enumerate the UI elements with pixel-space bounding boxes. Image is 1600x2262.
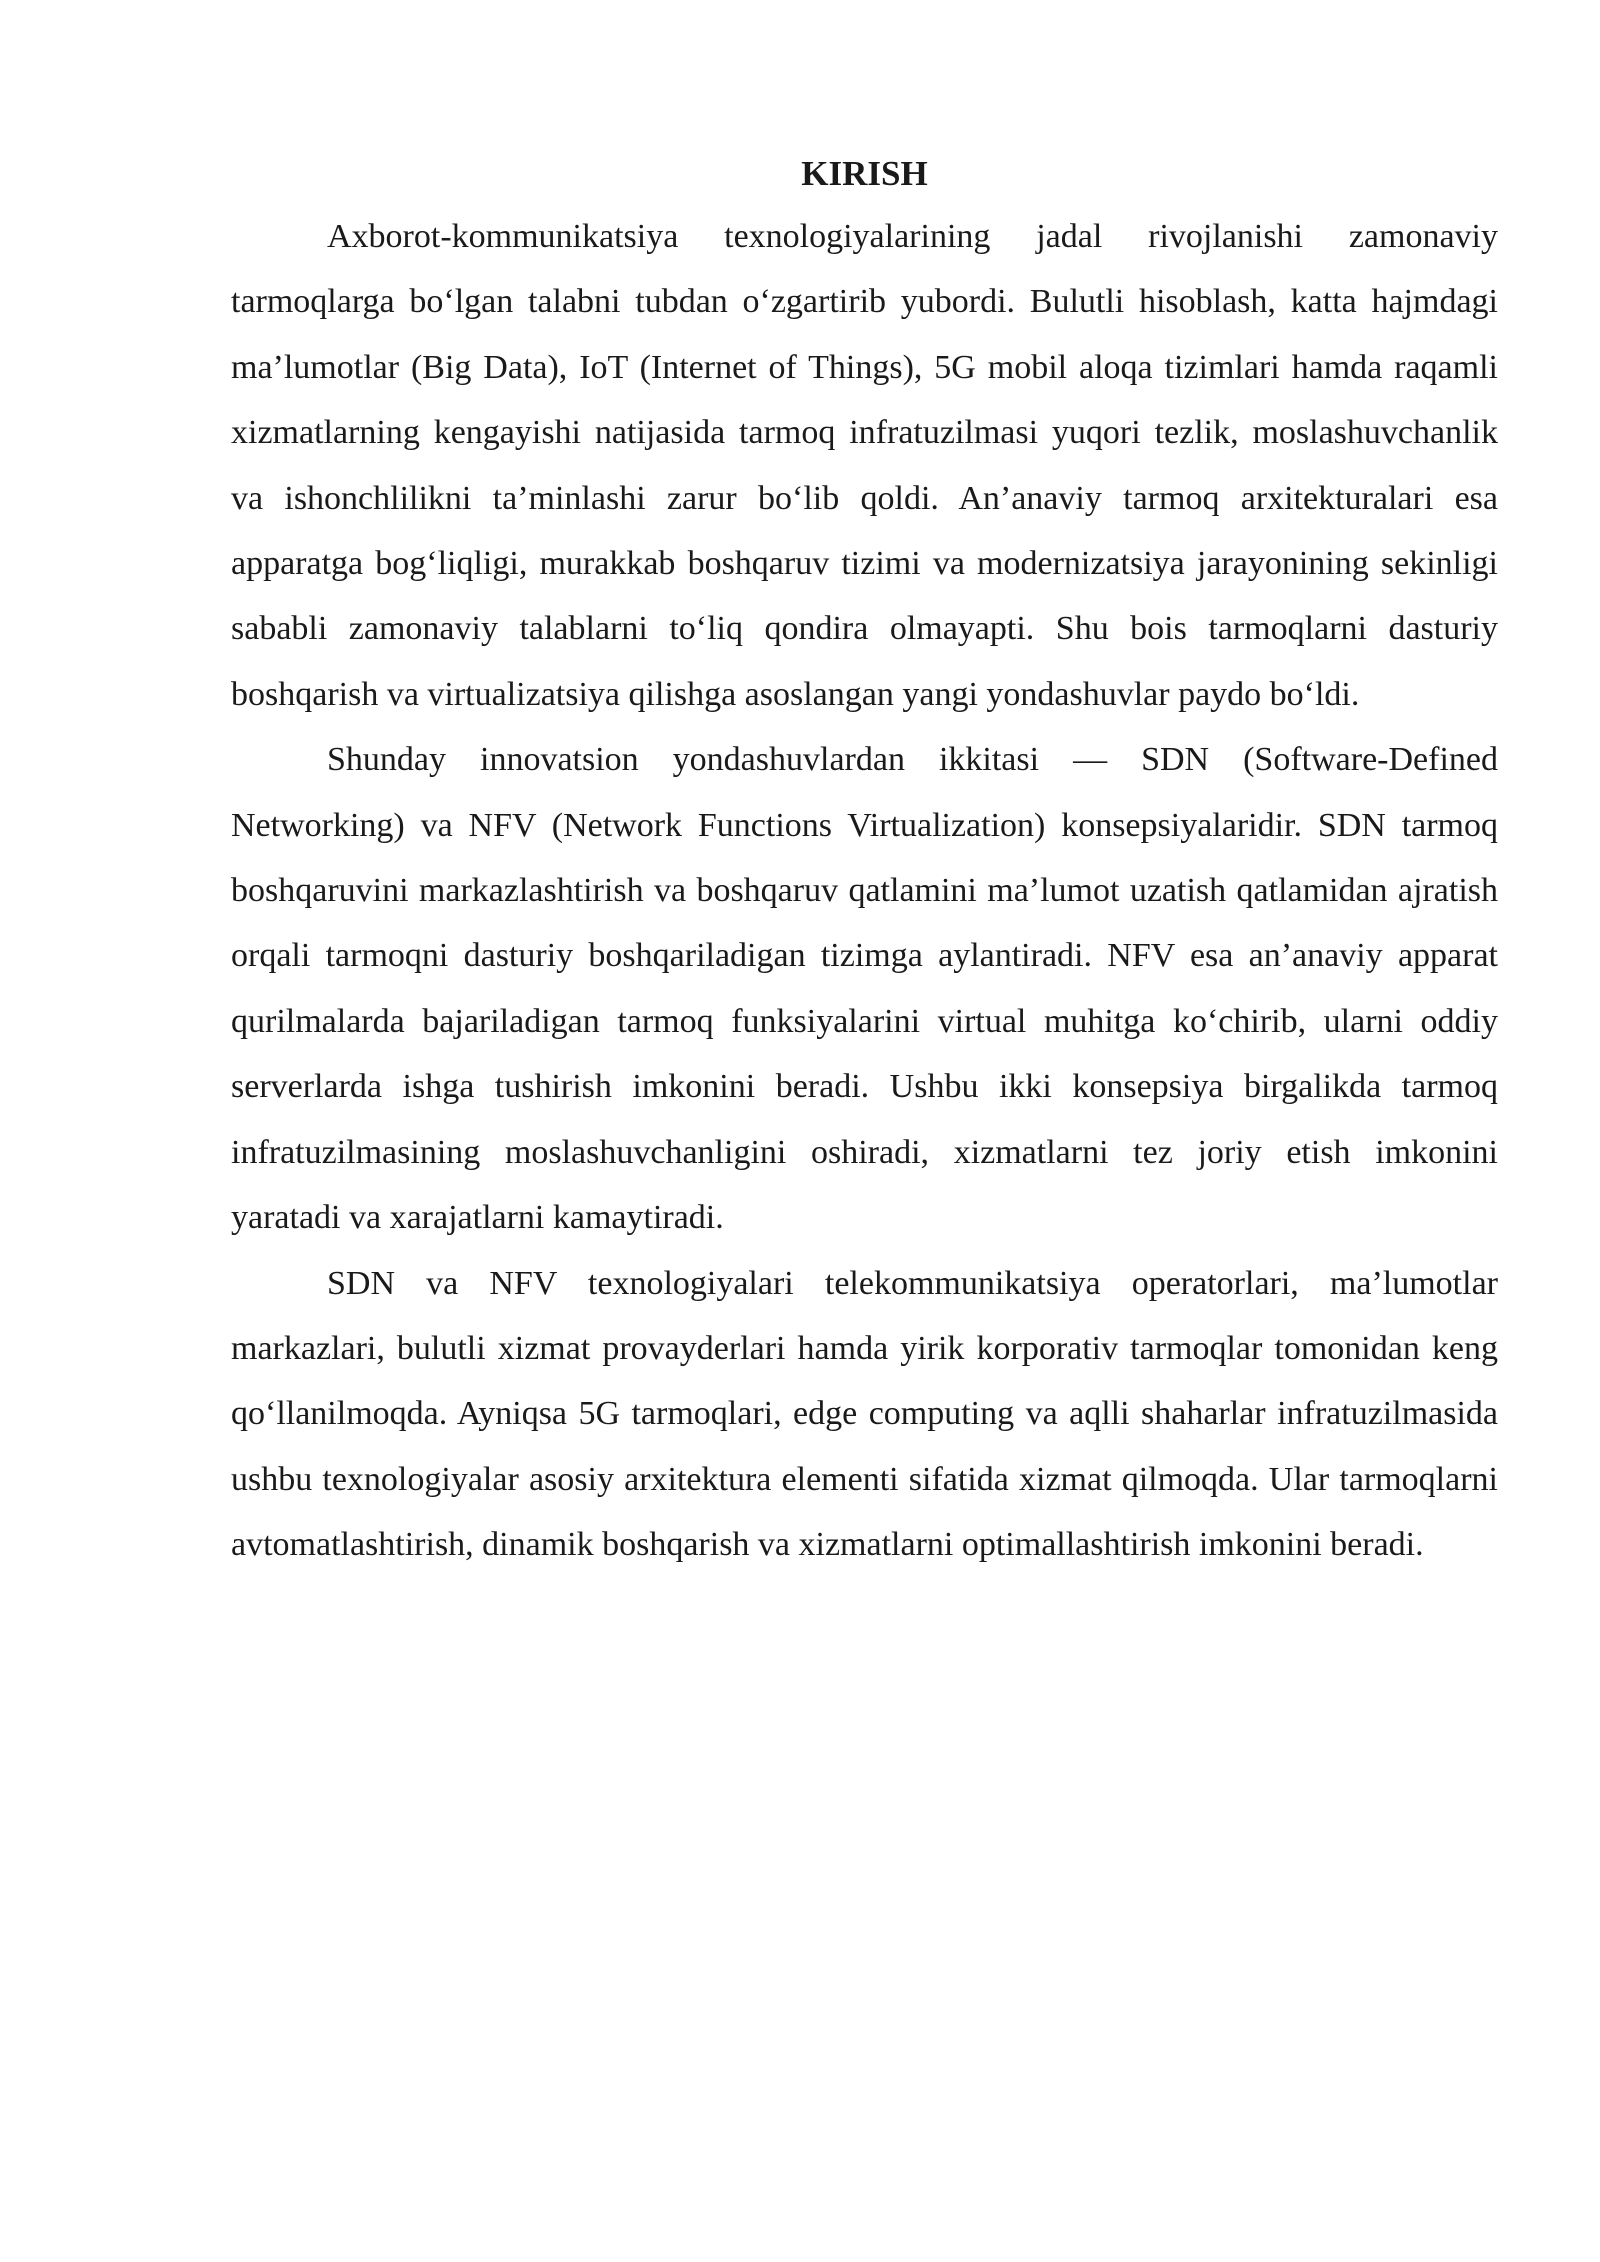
paragraph-2: Shunday innovatsion yondashuvlardan ikkitasi — SDN (Software-Defined Networking) va NFV (Network Functions Virtualization) konsepsiyalaridir. SDN tarmoq boshqaruvini markazlashtirish va boshqaruv qatlamini ma’lumot uzatish qatlamidan ajratish orqali tarmoqni dasturiy boshqariladigan tizimga aylantiradi. NFV esa an’anaviy apparat qurilmalarda bajariladigan tarmoq funksiyalarini virtual muhitga ko‘chirib, ularni oddiy serverlarda ishga tushirish imkonini beradi. Ushbu ikki konsepsiya birgalikda tarmoq infratuzilmasining moslashuvchanligini oshiradi, xizmatlarni tez joriy etish imkonini yaratadi va xarajatlarni kamaytiradi. xyxy=(231,741,1498,1237)
section-heading: KIRISH xyxy=(801,154,928,193)
paragraph-1: Axborot-kommunikatsiya texnologiyalarining jadal rivojlanishi zamonaviy tarmoqlarga bo‘lgan talabni tubdan o‘zgartirib yubordi. Bulutli hisoblash, katta hajmdagi ma’lumotlar (Big Data), IoT (Internet of Things), 5G mobil aloqa tizimlari hamda raqamli xizmatlarning kengayishi natijasida tarmoq infratuzilmasi yuqori tezlik, moslashuvchanlik va ishonchlilikni ta’minlashi zarur bo‘lib qoldi. An’anaviy tarmoq arxitekturalari esa apparatga bog‘liqligi, murakkab boshqaruv tizimi va modernizatsiya jarayonining sekinligi sababli zamonaviy talablarni to‘liq qondira olmayapti. Shu bois tarmoqlarni dasturiy boshqarish va virtualizatsiya qilishga asoslangan yangi yondashuvlar paydo bo‘ldi. xyxy=(231,218,1498,713)
paragraph-3: SDN va NFV texnologiyalari telekommunikatsiya operatorlari, ma’lumotlar markazlari, bulutli xizmat provayderlari hamda yirik korporativ tarmoqlar tomonidan keng qo‘llanilmoqda. Ayniqsa 5G tarmoqlari, edge computing va aqlli shaharlar infratuzilmasida ushbu texnologiyalar asosiy arxitektura elementi sifatida xizmat qilmoqda. Ular tarmoqlarni avtomatlashtirish, dinamik boshqarish va xizmatlarni optimallashtirish imkonini beradi. xyxy=(231,1264,1498,1564)
document-body xyxy=(231,148,1498,1578)
